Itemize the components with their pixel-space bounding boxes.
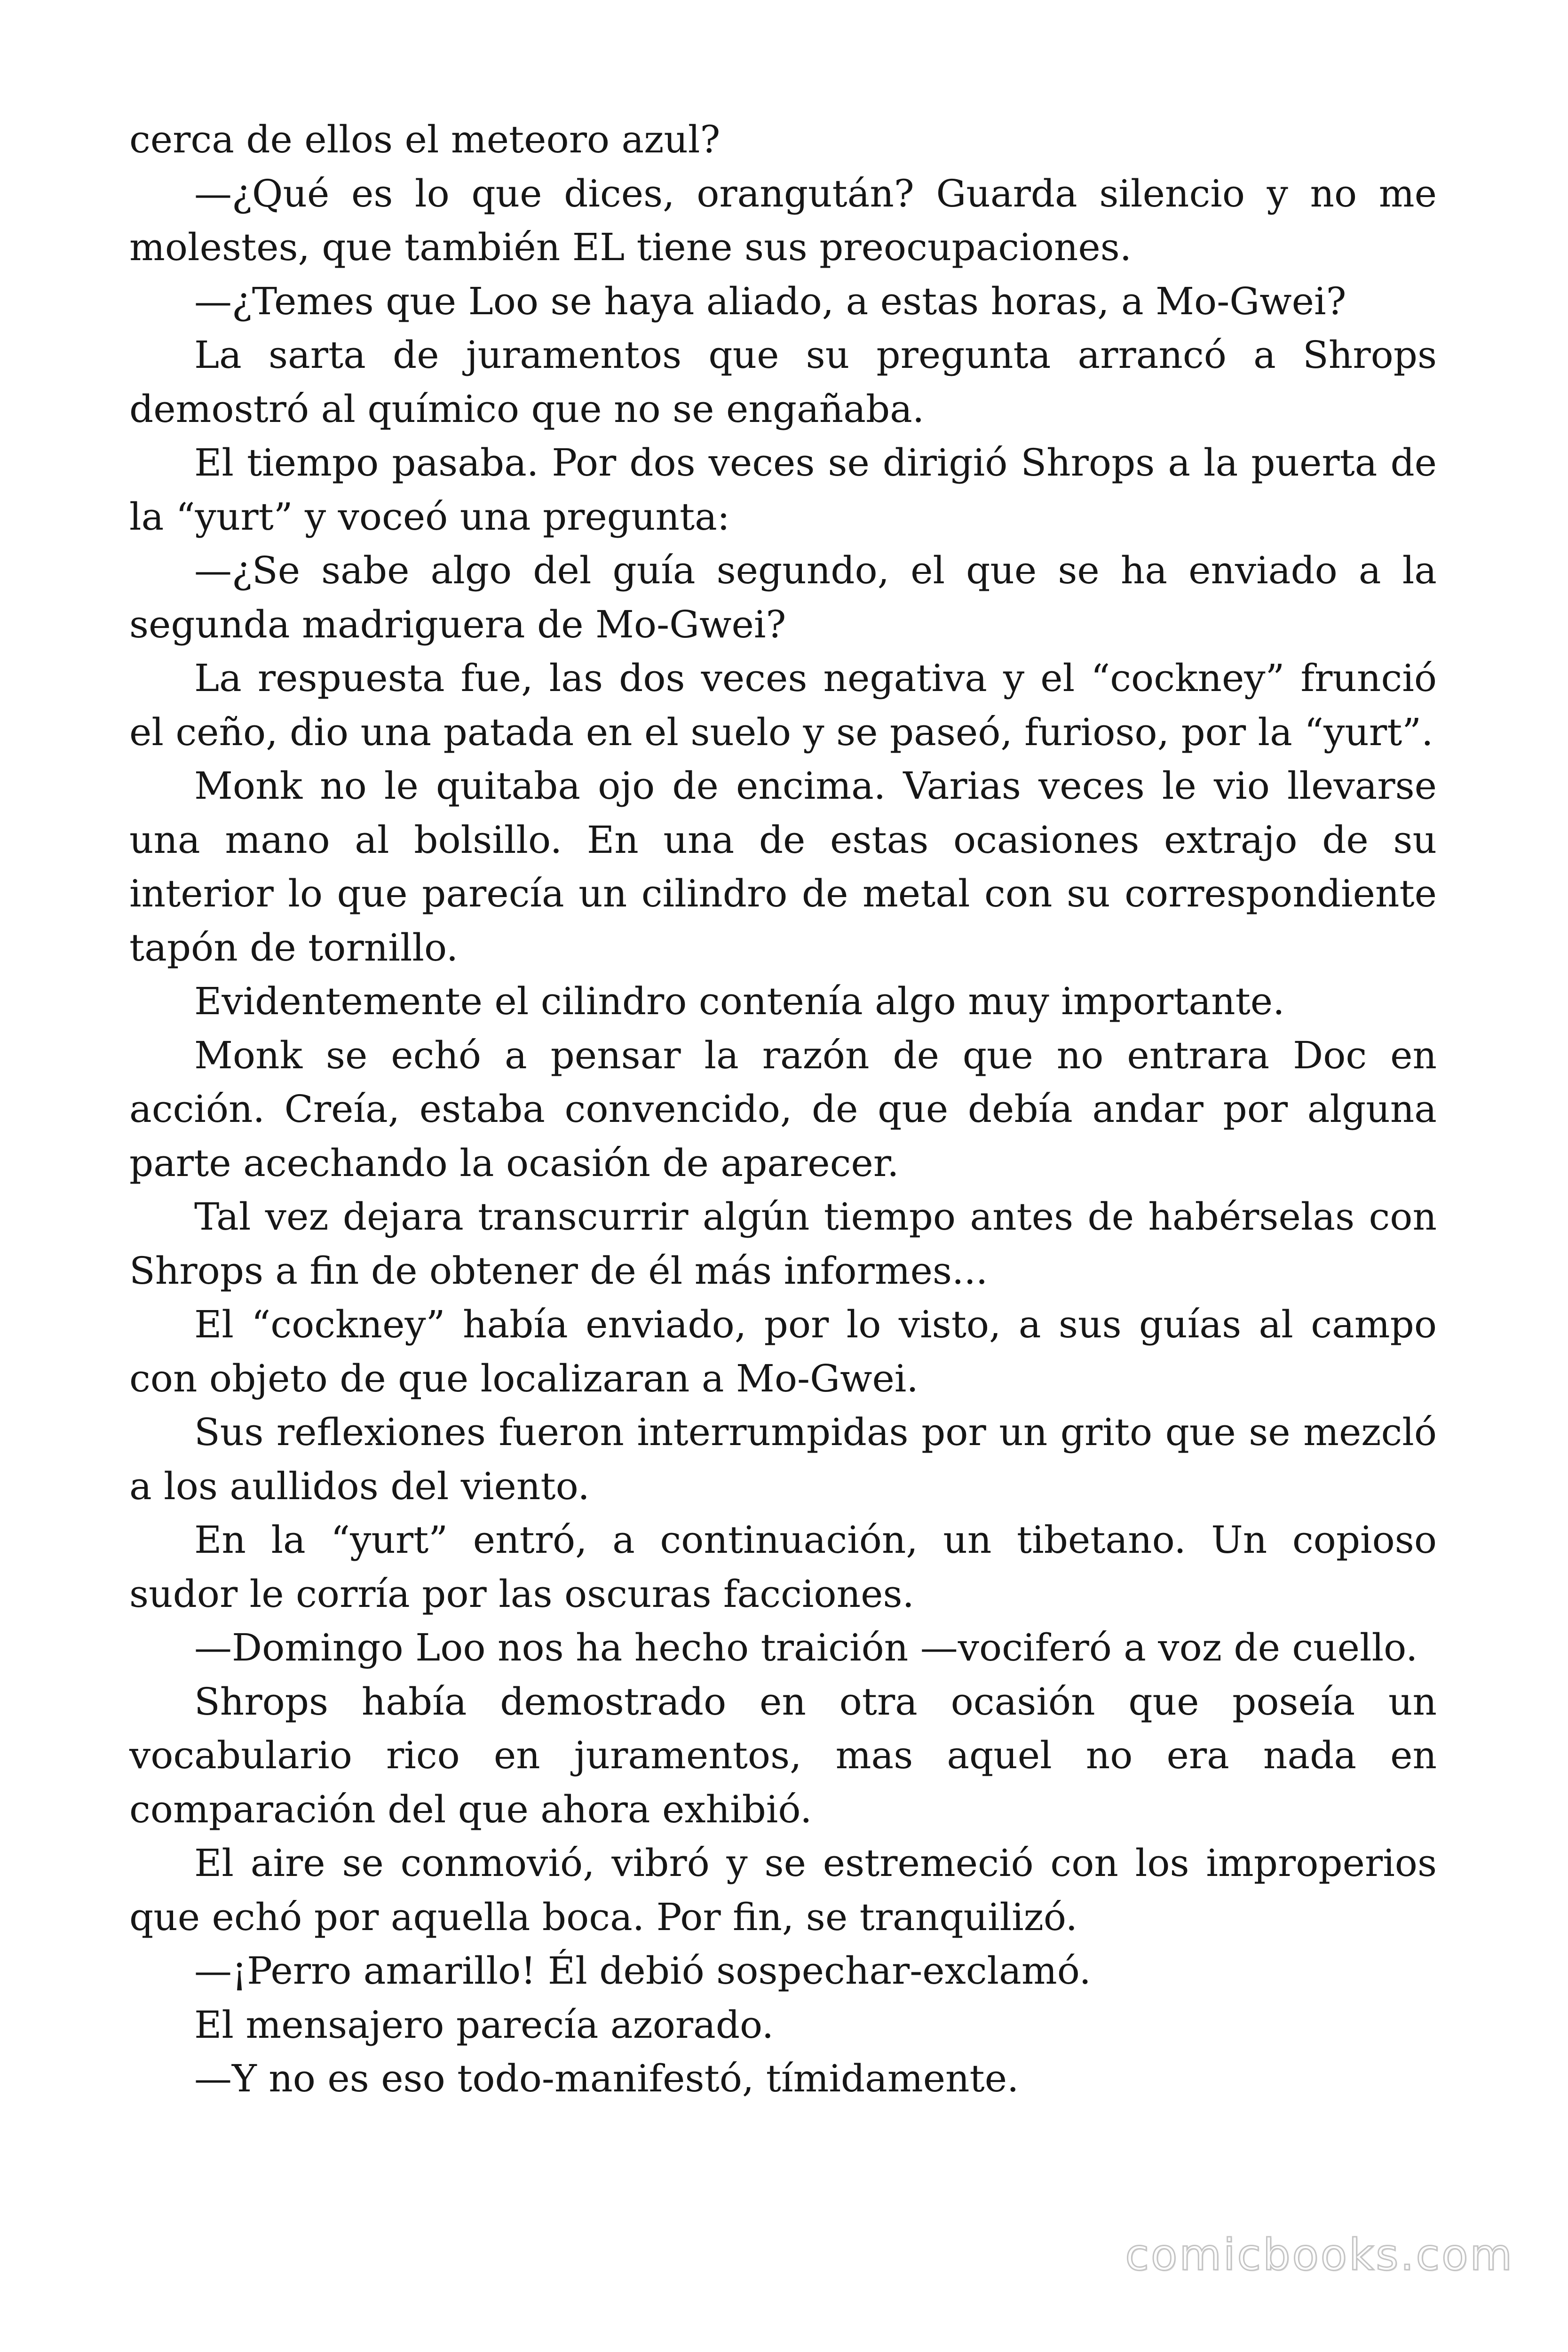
paragraph: El mensajero parecía azorado. <box>194 2002 774 2047</box>
paragraph: Sus reflexiones fueron interrumpidas por un grito que se mezcló a los aullidos del viento. <box>129 1410 1437 1508</box>
paragraph: —Y no es eso todo-manifestó, tímidamente. <box>194 2057 1019 2100</box>
paragraph: Monk no le quitaba ojo de encima. Varias veces le vio llevarse una mano al bolsillo. En una de estas ocasiones extrajo de su interior lo que parecía un cilindro de metal con su correspondiente tapón de tornillo. <box>129 764 1437 969</box>
paragraph: El aire se conmovió, vibró y se estremeció con los improperios que echó por aquella boca. Por fin, se tranquilizó. <box>129 1841 1437 1939</box>
paragraph: cerca de ellos el meteoro azul? <box>129 118 721 161</box>
watermark-logo: comicbooks.com <box>1125 2230 1514 2280</box>
paragraph: La respuesta fue, las dos veces negativa y el “cockney” frunció el ceño, dio una patada en el suelo y se paseó, furioso, por la “yurt”. <box>129 656 1437 754</box>
book-page <box>129 113 1437 2106</box>
paragraph: Tal vez dejara transcurrir algún tiempo antes de habérselas con Shrops a fin de obtener de él más informes... <box>129 1195 1437 1293</box>
paragraph: Shrops había demostrado en otra ocasión que poseía un vocabulario rico en juramentos, mas aquel no era nada en comparación del que ahora exhibió. <box>129 1679 1437 1831</box>
paragraph: En la “yurt” entró, a continuación, un tibetano. Un copioso sudor le corría por las oscuras facciones. <box>129 1518 1437 1616</box>
paragraph: El “cockney” había enviado, por lo visto, a sus guías al campo con objeto de que localizaran a Mo-Gwei. <box>129 1303 1437 1400</box>
paragraph: —¿Temes que Loo se haya aliado, a estas horas, a Mo-Gwei? <box>194 279 1346 323</box>
paragraph: El tiempo pasaba. Por dos veces se dirigió Shrops a la puerta de la “yurt” y voceó una pregunta: <box>129 441 1437 539</box>
paragraph: —¡Perro amarillo! Él debió sospechar-exclamó. <box>194 1949 1091 1993</box>
paragraph: —Domingo Loo nos ha hecho traición —vociferó a voz de cuello. <box>194 1626 1418 1669</box>
paragraph: Monk se echó a pensar la razón de que no entrara Doc en acción. Creía, estaba convencido, de que debía andar por alguna parte acechando la ocasión de aparecer. <box>129 1033 1437 1185</box>
paragraph: Evidentemente el cilindro contenía algo muy importante. <box>194 979 1285 1023</box>
paragraph: La sarta de juramentos que su pregunta arrancó a Shrops demostró al químico que no se engañaba. <box>129 333 1437 431</box>
paragraph: —¿Qué es lo que dices, orangután? Guarda silencio y no me molestes, que también EL tiene sus preocupaciones. <box>129 171 1437 269</box>
paragraph: —¿Se sabe algo del guía segundo, el que se ha enviado a la segunda madriguera de Mo-Gwei? <box>129 548 1437 646</box>
